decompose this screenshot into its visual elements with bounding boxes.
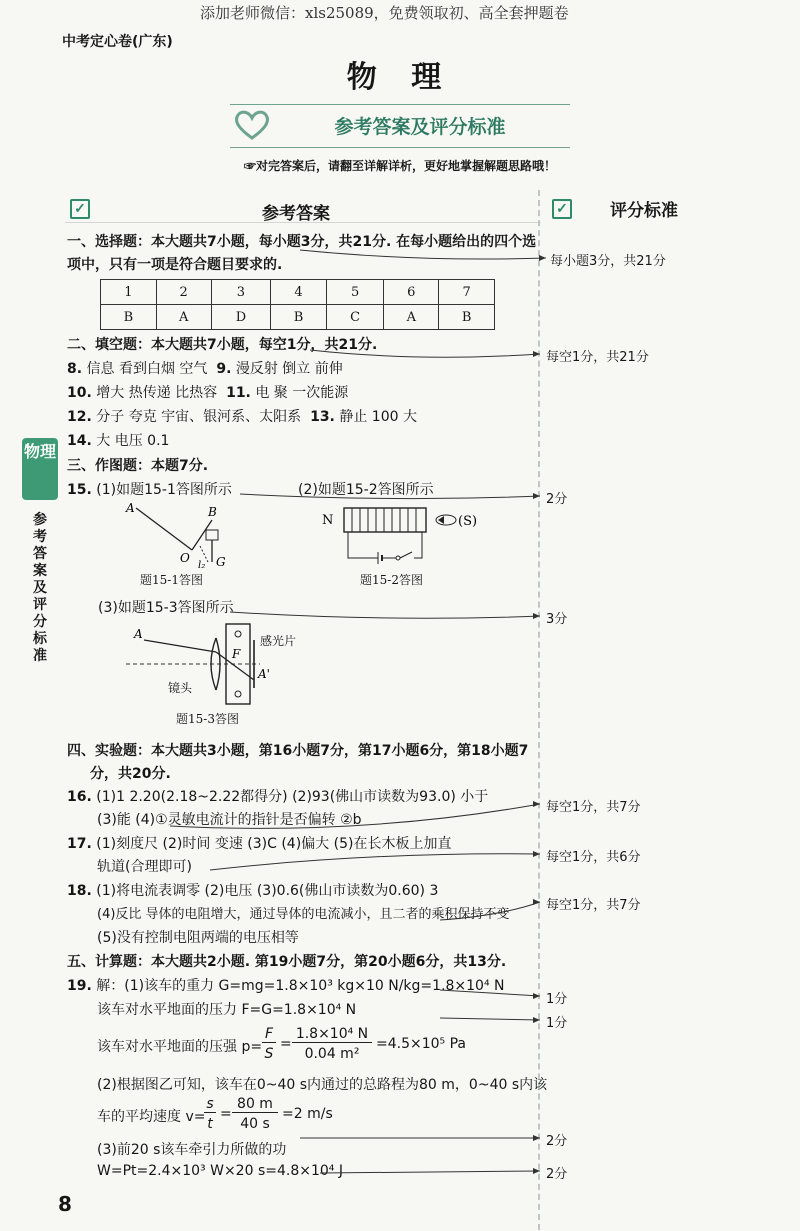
label-A: A [134, 627, 143, 641]
fraction-numerator: 1.8×10⁴ N [292, 1026, 372, 1043]
label-N: N [322, 513, 334, 528]
score-label: 2分 [546, 1134, 568, 1149]
figure-label: 镜头 [168, 681, 193, 695]
table-cell: B [271, 305, 327, 330]
answer-line: 10. 增大 热传递 比热容 11. 电 聚 一次能源 [67, 385, 349, 401]
table-cell: 5 [326, 280, 383, 305]
checkbox-icon: ✓ [70, 199, 90, 219]
table-cell: A [156, 305, 211, 330]
fraction-denominator: t [207, 1116, 213, 1132]
scoring-column-title: 评分标准 [610, 201, 678, 221]
answer-line: (5)没有控制电阻两端的电压相等 [97, 930, 299, 946]
table-cell: C [326, 305, 383, 330]
section-heading: 四、实验题：本大题共3小题，第16小题7分，第17小题6分，第18小题7 [67, 743, 529, 759]
figure-caption: 题15-1答图 [140, 573, 203, 587]
figure-caption: 题15-3答图 [176, 712, 239, 726]
table-cell: B [439, 305, 495, 330]
answer-line: 该车对水平地面的压强 p= [97, 1039, 263, 1055]
label-G: G [216, 555, 226, 569]
score-label: 2分 [546, 492, 568, 507]
section-heading: 项中，只有一项是符合题目要求的. [67, 257, 283, 273]
score-label: 3分 [546, 612, 568, 627]
watermark-text: 添加老师微信：xls25089，免费领取初、高全套押题卷 [200, 4, 569, 22]
fraction-denominator: 0.04 m² [304, 1046, 360, 1062]
answer-line: 该车对水平地面的压力 F=G=1.8×10⁴ N [97, 1002, 357, 1018]
label-l2: l₂ [198, 560, 206, 571]
fraction-numerator: s [204, 1096, 216, 1113]
banner-title: 参考答案及评分标准 [334, 116, 506, 138]
section-heading: 分，共20分. [90, 766, 171, 782]
answer-line: 8. 信息 看到白烟 空气 9. 漫反射 倒立 前伸 [67, 361, 343, 377]
sidebar-label: 参考答案及评分标准 [33, 512, 47, 664]
page-number: 8 [58, 1192, 72, 1216]
answers-column-title: 参考答案 [262, 204, 330, 224]
label-F: F [232, 647, 241, 661]
score-label: 每空1分，共7分 [546, 898, 641, 913]
score-label: 每空1分，共6分 [546, 850, 641, 865]
table-cell: 2 [156, 280, 211, 305]
answer-line: (3)前20 s该车牵引力所做的功 [97, 1142, 287, 1158]
subject-title: 物 理 [346, 60, 454, 95]
answer-line: W=Pt=2.4×10³ W×20 s=4.8×10⁴ J [97, 1163, 343, 1179]
answer-line: (4)反比 导体的电阻增大，通过导体的电流减小，且二者的乘积保持不变 [97, 907, 510, 922]
answer-line: =4.5×10⁵ Pa [376, 1036, 466, 1052]
section-heading: 三、作图题：本题7分. [67, 458, 209, 474]
fraction-denominator: S [264, 1046, 274, 1062]
fraction-numerator: F [262, 1026, 276, 1043]
score-label: 1分 [546, 1016, 568, 1031]
answer-line: 17. (1)刻度尺 (2)时间 变速 (3)C (4)偏大 (5)在长木板上加直 [67, 836, 452, 852]
label-O: O [180, 551, 190, 565]
answer-line: (2)根据图乙可知，该车在0~40 s内通过的总路程为80 m，0~40 s内该 [97, 1077, 548, 1093]
answer-line: =2 m/s [282, 1106, 333, 1122]
table-cell: 1 [101, 280, 157, 305]
series-title: 中考定心卷(广东) [62, 34, 173, 50]
answer-line: (2)如题15-2答图所示 [298, 482, 434, 498]
table-cell: 4 [271, 280, 327, 305]
score-label: 每空1分，共21分 [546, 350, 649, 365]
label-S: (S) [458, 514, 478, 529]
answer-line: (3)如题15-3答图所示 [98, 600, 234, 616]
fraction-numerator: 80 m [232, 1096, 278, 1113]
subject-tab: 物理 [22, 438, 58, 500]
label-A-prime: A' [258, 667, 270, 681]
answer-line: 轨道(合理即可) [97, 859, 192, 875]
equals-sign: = [220, 1106, 232, 1122]
answer-line: 车的平均速度 v= [97, 1109, 206, 1125]
label-A: A [126, 501, 135, 515]
table-cell: A [384, 305, 439, 330]
score-label: 2分 [546, 1167, 568, 1182]
label-B: B [208, 505, 217, 519]
answer-line: 12. 分子 夸克 宇宙、银河系、太阳系 13. 静止 100 大 [67, 409, 417, 425]
equals-sign: = [280, 1036, 292, 1052]
section-heading: 五、计算题：本大题共2小题. 第19小题7分，第20小题6分，共13分. [67, 954, 507, 970]
table-cell: D [211, 305, 271, 330]
table-cell: 7 [439, 280, 495, 305]
answer-line: 14. 大 电压 0.1 [67, 433, 170, 449]
figure-caption: 题15-2答图 [360, 573, 423, 587]
answer-line: (3)能 (4)①灵敏电流计的指针是否偏转 ②b [97, 812, 362, 828]
checkbox-icon: ✓ [552, 199, 572, 219]
score-label: 每空1分，共7分 [546, 800, 641, 815]
answer-line: 16. (1)1 2.20(2.18~2.22都得分) (2)93(佛山市读数为93.0) 小于 [67, 789, 489, 805]
figure-label: 感光片 [260, 634, 297, 648]
answer-line: 19. 解：(1)该车的重力 G=mg=1.8×10³ kg×10 N/kg=1.8×10⁴ N [67, 978, 505, 994]
fraction-denominator: 40 s [240, 1116, 270, 1132]
notice-text: ☞对完答案后，请翻至详解详析，更好地掌握解题思路哦！ [243, 159, 556, 173]
table-cell: 3 [211, 280, 271, 305]
score-label: 1分 [546, 992, 568, 1007]
section-heading: 二、填空题：本大题共7小题，每空1分，共21分. [67, 337, 378, 353]
answer-line: 18. (1)将电流表调零 (2)电压 (3)0.6(佛山市读数为0.60) 3 [67, 883, 439, 899]
table-cell: 6 [384, 280, 439, 305]
score-label: 每小题3分，共21分 [550, 254, 666, 269]
table-cell: B [101, 305, 157, 330]
answer-line: 15. (1)如题15-1答图所示 [67, 482, 232, 498]
section-heading: 一、选择题：本大题共7小题，每小题3分，共21分. 在每小题给出的四个选 [67, 234, 537, 250]
